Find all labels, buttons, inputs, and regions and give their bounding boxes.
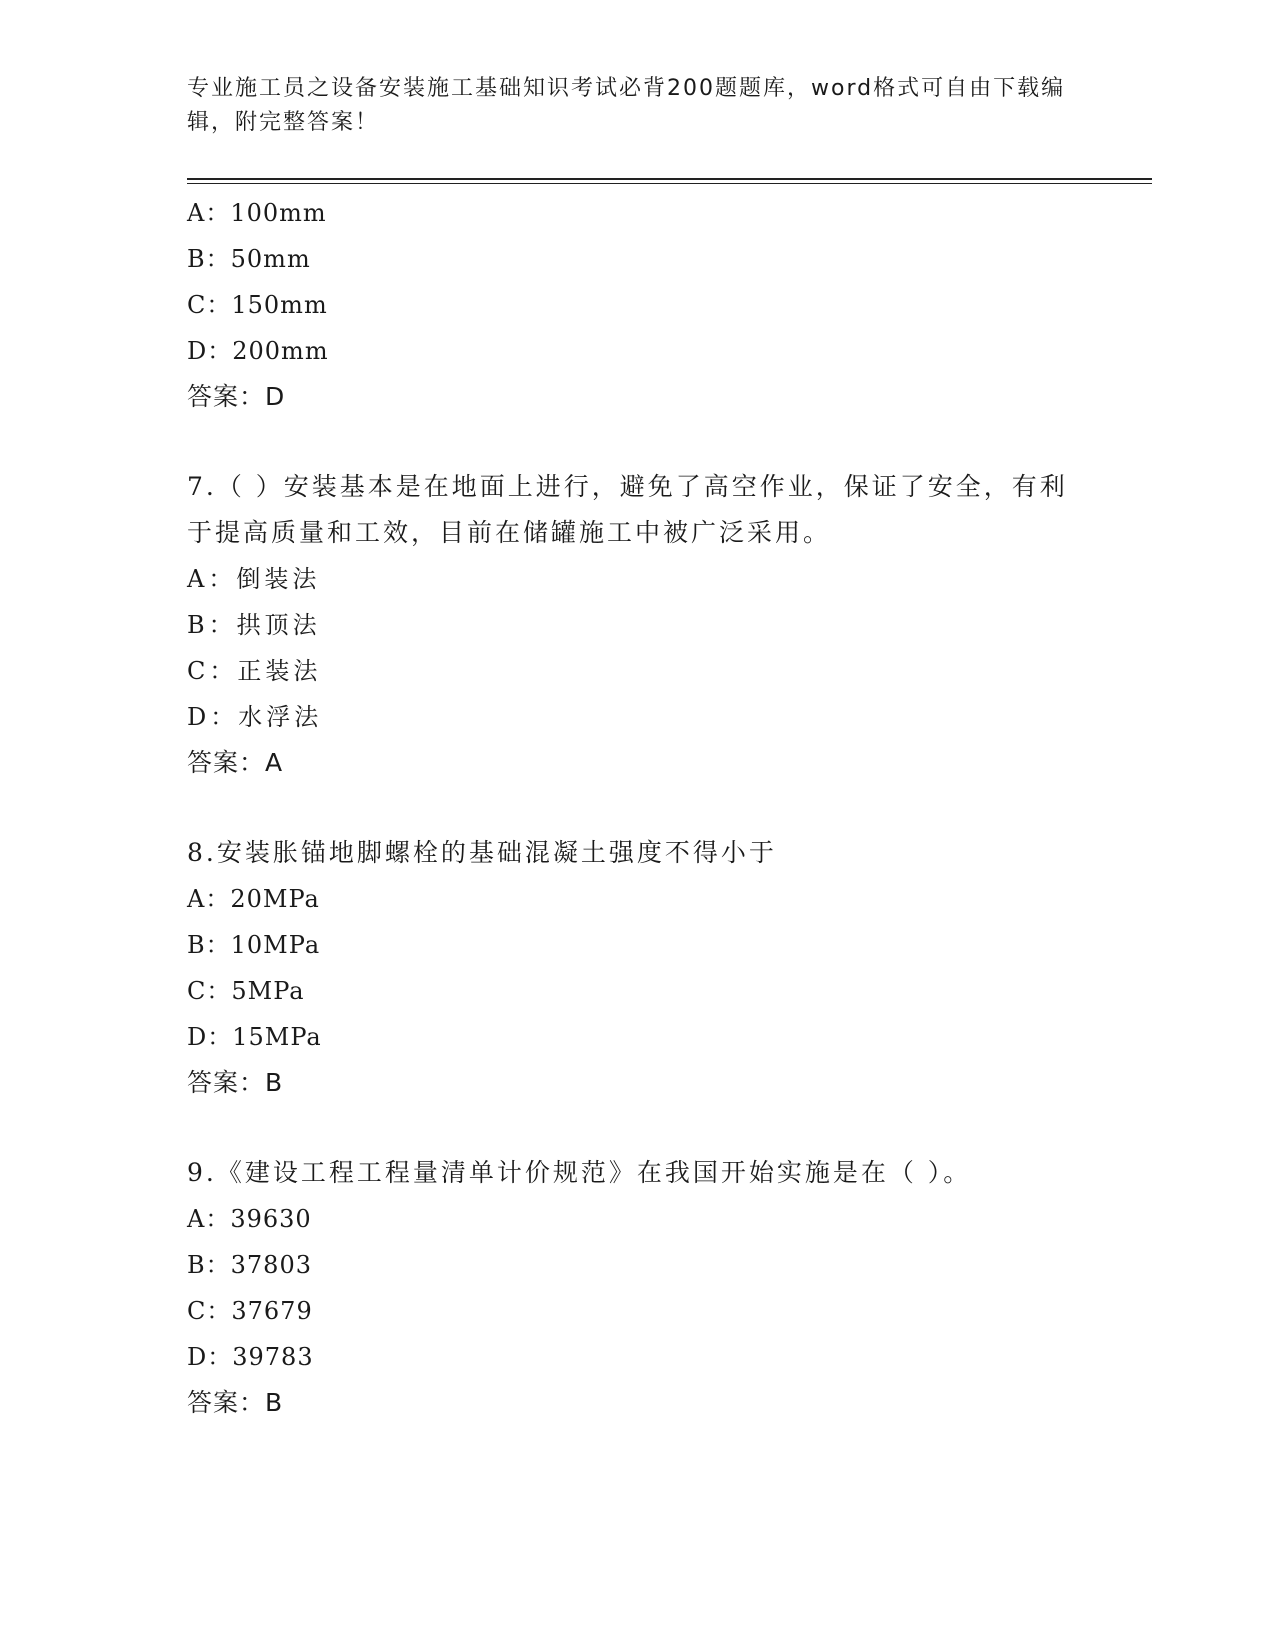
question-block [187, 190, 1087, 420]
option-c: C：37679 [187, 1297, 313, 1325]
question-list [187, 190, 1087, 1426]
option-d: D：200mm [187, 337, 329, 365]
header-rule-thick [187, 178, 1152, 180]
option-c: C：5MPa [187, 977, 305, 1005]
question-text: 8.安装胀锚地脚螺栓的基础混凝土强度不得小于 [187, 838, 777, 867]
question-text: 7.（ ）安装基本是在地面上进行，避免了高空作业，保证了安全，有利于提高质量和工效，目前在储罐施工中被广泛采用。 [187, 472, 1068, 547]
question-block [187, 1150, 1087, 1426]
option-a: A：20MPa [187, 885, 320, 913]
option-b: B：10MPa [187, 931, 321, 959]
answer-line: 答案：B [187, 1068, 284, 1097]
answer-line: 答案：B [187, 1388, 284, 1417]
question-text: 9.《建设工程工程量清单计价规范》在我国开始实施是在（ ）。 [187, 1158, 972, 1187]
option-c: C：150mm [187, 291, 328, 319]
question-block [187, 830, 1087, 1106]
option-c: C：正装法 [187, 657, 322, 685]
option-b: B：37803 [187, 1251, 312, 1279]
option-d: D：15MPa [187, 1023, 322, 1051]
option-d: D：水浮法 [187, 703, 323, 731]
question-block [187, 464, 1087, 786]
answer-line: 答案：A [187, 748, 284, 777]
option-a: A：39630 [187, 1205, 312, 1233]
option-b: B：50mm [187, 245, 311, 273]
option-b: B：拱顶法 [187, 611, 321, 639]
answer-line: 答案：D [187, 382, 286, 411]
document-header: 专业施工员之设备安装施工基础知识考试必背200题题库，word格式可自由下载编辑，附完整答案！ [187, 76, 1066, 135]
option-a: A：100mm [187, 199, 327, 227]
header-rule-thin [187, 183, 1152, 184]
option-a: A：倒装法 [187, 565, 321, 593]
option-d: D：39783 [187, 1343, 314, 1371]
